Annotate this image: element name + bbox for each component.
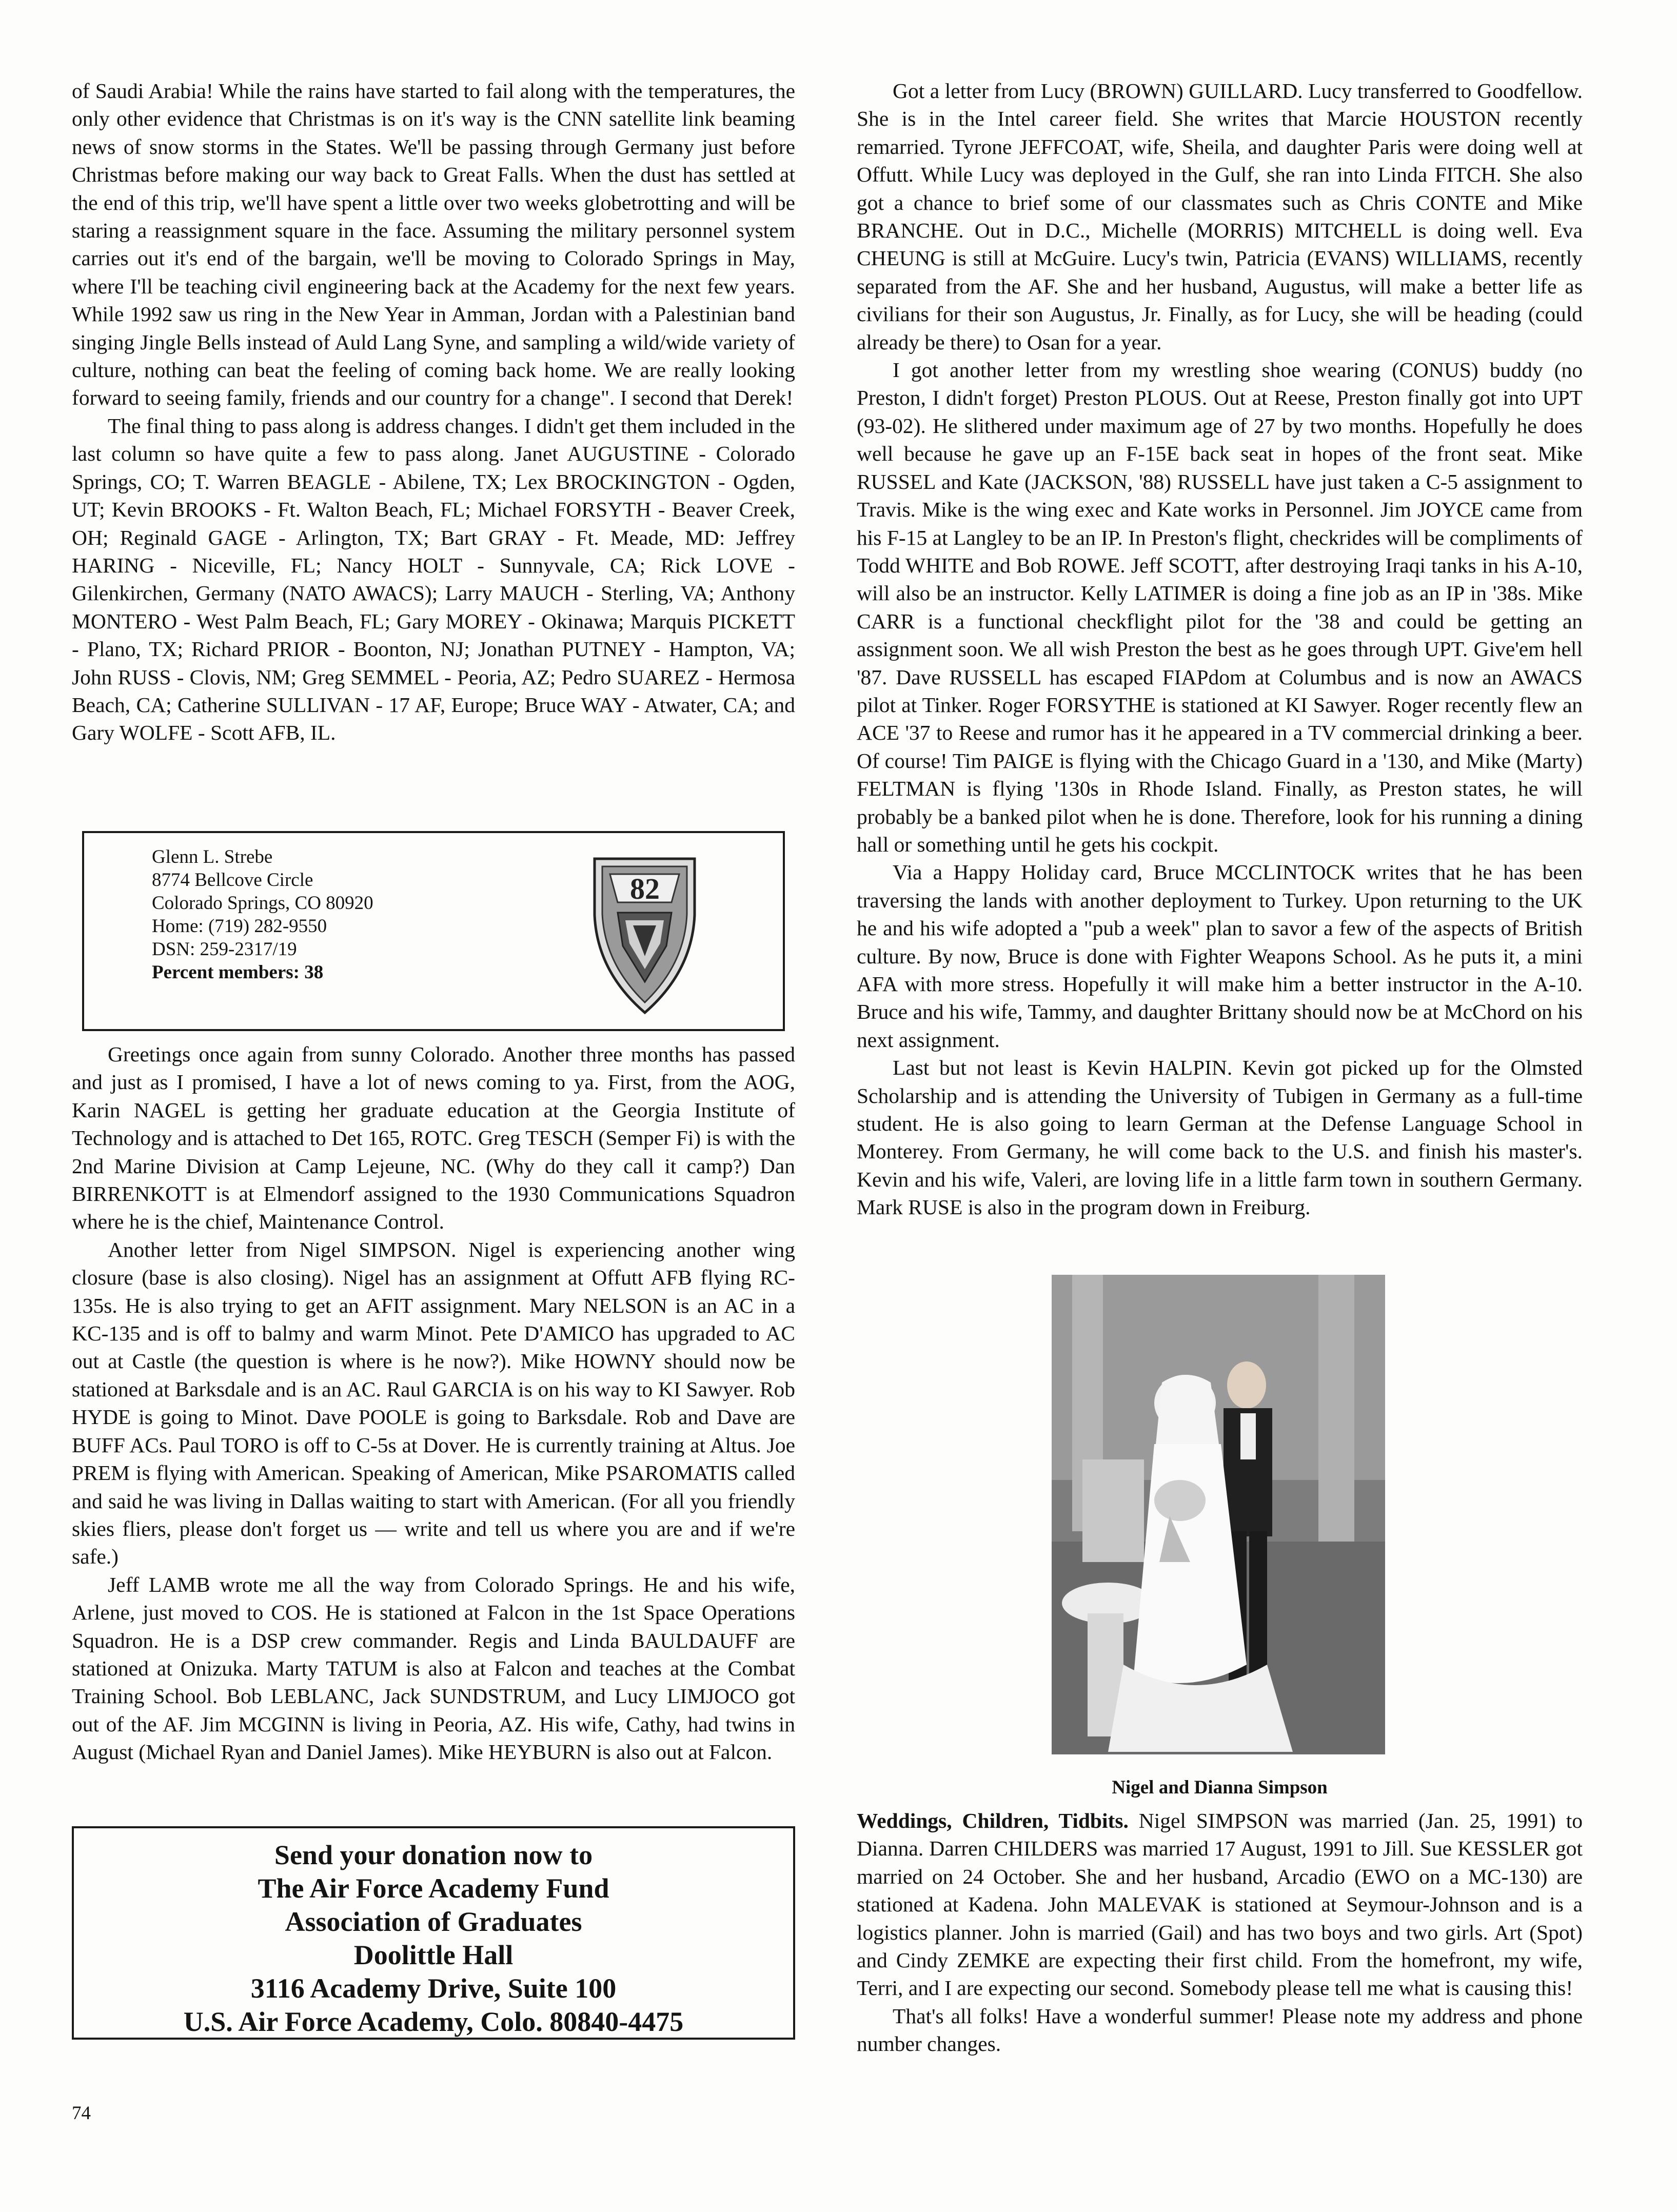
paragraph: Another letter from Nigel SIMPSON. Nigel is experiencing another wing closure (base is also closing). Nigel has an assignment at Offutt AFB flying RC-135s. He is also trying to get an AFIT assignment. Mary NELSON is an AC in a KC-135 and is off to balmy and warm Minot. Pete D'AMICO has upgraded to AC out at Castle (the question is where is he now?). Mike HOWNY should now be stationed at Barksdale and is an AC. Raul GARCIA is on his way to KI Sawyer. Rob HYDE is going to Minot. Dave POOLE is going to Barksdale. Rob and Dave are BUFF ACs. Paul TORO is off to C-5s at Dover. He is currently training at Altus. Joe PREM is flying with American. Speaking of American, Mike PSAROMATIS called and said he was living in Dallas waiting to start with American. (For all you friendly skies fliers, please don't forget us — write and tell us where you are and if we're safe.) (72, 1237, 795, 1569)
donation-line: Send your donation now to (274, 1840, 593, 1870)
contact-name: Glenn L. Strebe (152, 846, 273, 867)
contact-street: 8774 Bellcove Circle (152, 870, 313, 891)
paragraph: Last but not least is Kevin HALPIN. Kevin got picked up for the Olmsted Scholarship and is attending the University of Tubigen in Germany as a full-time student. He is also going to learn German at the Defense Language School in Monterey. From Germany, he will come back to the U.S. and finish his master's. Kevin and his wife, Valeri, are loving life in a little farm town in southern Germany. Mark RUSE is also in the program down in Freiburg. (857, 1056, 1583, 1219)
percent-members: Percent members: 38 (152, 962, 324, 983)
contact-home-phone: Home: (719) 282-9550 (152, 916, 327, 937)
class-contact-box (82, 831, 785, 1031)
paragraph: of Saudi Arabia! While the rains have started to fail along with the temperatures, the only other evidence that Christmas is on it's way is the CNN satellite link beaming news of snow storms in the States. We'll be passing through Germany just before Christmas before making our way back to Great Falls. When the dust has settled at the end of this trip, we'll have spent a little over two weeks globetrotting and will be staring a reassignment square in the face. Assuming the military personnel system carries out it's end of the bargain, we'll be moving to Colorado Springs in May, where I'll be teaching civil engineering back at the Academy for the next few years. While 1992 saw us ring in the New Year in Amman, Jordan with a Palestinian band singing Jingle Bells instead of Auld Lang Syne, and sampling a wild/wide variety of culture, nothing can beat the feeling of coming back home. We are really looking forward to seeing family, friends and our country for a change". I second that Derek! (72, 79, 795, 410)
contact-city: Colorado Springs, CO 80920 (152, 893, 373, 914)
paragraph: Via a Happy Holiday card, Bruce MCCLINTOCK writes that he has been traversing the lands with another deployment to Turkey. Upon returning to the UK he and his wife adopted a "pub a week" plan to savor a few of the aspects of British culture. By now, Bruce is done with Fighter Weapons School. As he puts it, a mini AFA with more stress. Hopefully it will make him a better instructor in the A-10. Bruce and his wife, Tammy, and daughter Brittany should now be at McChord on his next assignment. (857, 860, 1583, 1052)
paragraph: Got a letter from Lucy (BROWN) GUILLARD. Lucy transferred to Goodfellow. She is in the Intel career field. She writes that Marcie HOUSTON recently remarried. Tyrone JEFFCOAT, wife, Sheila, and daughter Paris were doing well at Offutt. While Lucy was deployed in the Gulf, she ran into Linda FITCH. She also got a chance to brief some of our classmates such as Chris CONTE and Mike BRANCHE. Out in D.C., Michelle (MORRIS) MITCHELL is doing well. Eva CHEUNG is still at McGuire. Lucy's twin, Patricia (EVANS) WILLIAMS, recently separated from the AF. She and her husband, Augustus, will make a better life as civilians for their son Augustus, Jr. Finally, as for Lucy, she will be heading (could already be there) to Osan for a year. (857, 79, 1583, 354)
closing-paragraph: That's all folks! Have a wonderful summer! Please note my address and phone number changes. (857, 2004, 1583, 2056)
paragraph: Jeff LAMB wrote me all the way from Colorado Springs. He and his wife, Arlene, just moved to COS. He is stationed at Falcon in the 1st Space Operations Squadron. He is a DSP crew commander. Regis and Linda BAULDAUFF are stationed at Onizuka. Marty TATUM is also at Falcon and teaches at the Combat Training School. Bob LEBLANC, Jack SUNDSTRUM, and Lucy LIMJOCO got out of the AF. Jim MCGINN is living in Peoria, AZ. His wife, Cathy, had twins in August (Michael Ryan and Daniel James). Mike HEYBURN is also out at Falcon. (72, 1572, 795, 1764)
page-number: 74 (72, 2103, 91, 2124)
paragraph: The final thing to pass along is address changes. I didn't get them included in the last column so have quite a few to pass along. Janet AUGUSTINE - Colorado Springs, CO; T. Warren BEAGLE - Abilene, TX; Lex BROCKINGTON - Ogden, UT; Kevin BROOKS - Ft. Walton Beach, FL; Michael FORSYTH - Beaver Creek, OH; Reginald GAGE - Arlington, TX; Bart GRAY - Ft. Meade, MD: Jeffrey HARING - Niceville, FL; Nancy HOLT - Sunnyvale, CA; Rick LOVE - Gilenkirchen, Germany (NATO AWACS); Larry MAUCH - Sterling, VA; Anthony MONTERO - West Palm Beach, FL; Gary MOREY - Okinawa; Marquis PICKETT - Plano, TX; Richard PRIOR - Boonton, NJ; Jonathan PUTNEY - Hampton, VA; John RUSS - Clovis, NM; Greg SEMMEL - Peoria, AZ; Pedro SUAREZ - Hermosa Beach, CA; Catherine SULLIVAN - 17 AF, Europe; Bruce WAY - Atwater, CA; and Gary WOLFE - Scott AFB, IL. (72, 413, 795, 745)
paragraph: I got another letter from my wrestling shoe wearing (CONUS) buddy (no Preston, I didn't forget) Preston PLOUS. Out at Reese, Preston finally got into UPT (93-02). He slithered under maximum age of 27 by two months. Hopefully he does well because he gave up an F-15E back seat in hopes of the front seat. Mike RUSSEL and Kate (JACKSON, '88) RUSSELL have just taken a C-5 assignment to Travis. Mike is the wing exec and Kate works in Personnel. Jim JOYCE came from his F-15 at Langley to be an IP. In Preston's flight, checkrides will be compliments of Todd WHITE and Bob ROWE. Jeff SCOTT, after destroying Iraqi tanks in his A-10, will also be an instructor. Kelly LATIMER is doing a fine job as an IP in '38s. Mike CARR is a functional checkflight pilot for the '38 and could be getting an assignment soon. We all wish Preston the best as he goes through UPT. Give'em hell '87. Dave RUSSELL has escaped FIAPdom at Columbus and is now an AWACS pilot at Tinker. Roger FORSYTHE is stationed at KI Sawyer. Roger recently flew an ACE '37 to Reese and rumor has it he appeared in a TV commercial drinking a beer. Of course! Tim PAIGE is flying with the Chicago Guard in a '130, and Mike (Marty) FELTMAN is flying '130s in Rhode Island. Finally, as Preston states, he will probably be a banked pilot when he is done. Therefore, look for his running a dining hall or something until he gets his cockpit. (857, 358, 1583, 856)
donation-box (72, 1826, 795, 2040)
right-column-top (857, 77, 1583, 1221)
donation-line: The Air Force Academy Fund (258, 1873, 609, 1904)
photo-caption: Nigel and Dianna Simpson (1112, 1777, 1328, 1798)
right-column-bottom (857, 1807, 1583, 2058)
donation-line: Association of Graduates (285, 1906, 582, 1937)
left-column-bottom (72, 1040, 795, 1766)
weddings-heading: Weddings, Children, Tidbits. (857, 1809, 1129, 1832)
class-crest-logo (589, 854, 700, 1018)
contact-dsn: DSN: 259-2317/19 (152, 939, 297, 960)
left-column-top (72, 77, 795, 747)
weddings-text: Nigel SIMPSON was married (Jan. 25, 1991) to Dianna. Darren CHILDERS was married 17 August, 1991 to Jill. Sue KESSLER got married on 24 October. She and her husband, Arcadio (EWO on a MC-130) are stationed at Kadena. John MALEVAK is stationed at Seymour-Johnson and is a logistics planner. John is married (Gail) and has two boys and two girls. Art (Spot) and Cindy ZEMKE are expecting their first child. From the homefront, my wife, Terri, and I are expecting our second. Somebody please tell me what is causing this! (857, 1809, 1583, 2000)
crest-year: 82 (630, 872, 660, 905)
contact-details (152, 845, 373, 984)
donation-line: U.S. Air Force Academy, Colo. 80840-4475 (183, 2006, 684, 2037)
donation-line: 3116 Academy Drive, Suite 100 (250, 1973, 617, 2004)
donation-line: Doolittle Hall (353, 1940, 514, 1970)
wedding-photo (1052, 1275, 1385, 1754)
paragraph: Greetings once again from sunny Colorado. Another three months has passed and just as I promised, I have a lot of news coming to ya. First, from the AOG, Karin NAGEL is getting her graduate education at the Georgia Institute of Technology and is attached to Det 165, ROTC. Greg TESCH (Semper Fi) is with the 2nd Marine Division at Camp Lejeune, NC. (Why do they call it camp?) Dan BIRRENKOTT is at Elmendorf assigned to the 1930 Communications Squadron where he is the chief, Maintenance Control. (72, 1042, 795, 1234)
